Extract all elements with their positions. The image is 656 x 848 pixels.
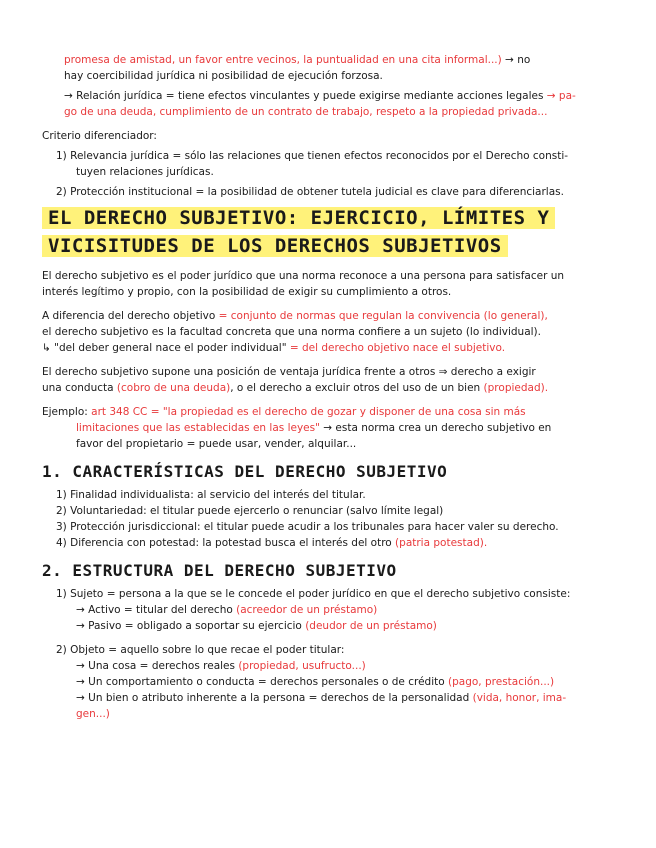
object-personal-example: (vida, honor, ima- [469, 692, 567, 704]
example-line-1 [42, 404, 616, 420]
intro-p3-l1: El derecho subjetivo supone una posición de ventaja jurídica frente a otros ⇒ derecho a exigir [42, 366, 536, 378]
intro-p3-l2 [42, 380, 616, 396]
object-conduct [42, 674, 616, 690]
example-article-cont: limitaciones que las establecidas en las leyes" [76, 422, 320, 434]
top-line-2: hay coercibilidad jurídica ni posibilidad de ejecución forzosa. [64, 70, 383, 82]
example-line-3: favor del propietario = puede usar, vender, alquilar... [76, 438, 357, 450]
intro-p2-red: = conjunto de normas que regulan la convivencia (lo general), [215, 310, 548, 322]
section-2-title: 2. ESTRUCTURA DEL DERECHO SUBJETIVO [42, 561, 397, 580]
object-personal [42, 690, 616, 706]
intro-p2-l1 [42, 308, 616, 324]
p3-text-b: , o el derecho a excluir otros del uso de un bien [230, 382, 481, 394]
subject-active [42, 602, 616, 618]
quote-text: ↳ "del deber general nace el poder individual" [42, 342, 287, 354]
intro-p2-l3 [42, 340, 616, 356]
example-consequence: → esta norma crea un derecho subjetivo en [319, 422, 552, 434]
structure-subject: 1) Sujeto = persona a la que se le concede el poder jurídico en que el derecho subjetivo consiste: [56, 588, 571, 600]
object-conduct-text: → Un comportamiento o conducta = derechos personales o de crédito [76, 676, 445, 688]
relation-example-start: → pa- [543, 90, 576, 102]
characteristic-4-text: 4) Diferencia con potestad: la potestad busca el interés del otro [56, 537, 392, 549]
characteristic-4-example: (patria potestad). [391, 537, 488, 549]
object-conduct-example: (pago, prestación...) [444, 676, 555, 688]
characteristic-2: 2) Voluntariedad: el titular puede ejercerlo o renunciar (salvo límite legal) [56, 505, 444, 517]
criterio-title: Criterio diferenciador: [42, 130, 157, 142]
arrow-text: → no [501, 54, 531, 66]
subject-active-example: (acreedor de un préstamo) [232, 604, 378, 616]
object-personal-cont: gen...) [76, 708, 110, 720]
relation-line-1 [42, 88, 616, 104]
characteristic-1: 1) Finalidad individualista: al servicio del interés del titular. [56, 489, 366, 501]
criterio-item-1: 1) Relevancia jurídica = sólo las relaciones que tienen efectos reconocidos por el Derecho consti- [56, 150, 569, 162]
subject-passive-text: → Pasivo = obligado a soportar su ejercicio [76, 620, 302, 632]
example-article: art 348 CC = "la propiedad es el derecho de gozar y disponer de una cosa sin más [87, 406, 526, 418]
example-line-2 [42, 420, 616, 436]
p3-example-1: (cobro de una deuda) [113, 382, 231, 394]
relation-line-2: go de una deuda, cumplimiento de un contrato de trabajo, respeto a la propiedad privada... [64, 106, 548, 118]
object-thing-text: → Una cosa = derechos reales [76, 660, 235, 672]
p3-text-a: una conducta [42, 382, 114, 394]
quote-explanation: = del derecho objetivo nace el subjetivo. [286, 342, 506, 354]
p3-example-2: (propiedad). [480, 382, 549, 394]
intro-p1-l2: interés legítimo y propio, con la posibilidad de exigir su cumplimiento a otros. [42, 286, 452, 298]
object-personal-text: → Un bien o atributo inherente a la persona = derechos de la personalidad [76, 692, 470, 704]
structure-object: 2) Objeto = aquello sobre lo que recae el poder titular: [56, 644, 345, 656]
characteristic-4 [42, 535, 616, 551]
subject-passive-example: (deudor de un préstamo) [301, 620, 437, 632]
object-thing [42, 658, 616, 674]
example-label: Ejemplo: [42, 406, 88, 418]
top-line-1 [42, 52, 616, 68]
object-thing-example: (propiedad, usufructo...) [234, 660, 366, 672]
subject-active-text: → Activo = titular del derecho [76, 604, 233, 616]
criterio-item-2: 2) Protección institucional = la posibilidad de obtener tutela judicial es clave para diferenciarlas. [56, 186, 564, 198]
characteristic-3: 3) Protección jurisdiccional: el titular puede acudir a los tribunales para hacer valer su derecho. [56, 521, 559, 533]
relation-definition: → Relación jurídica = tiene efectos vinculantes y puede exigirse mediante acciones legales [64, 90, 544, 102]
subject-passive [42, 618, 616, 634]
intro-p2-l2: el derecho subjetivo es la facultad concreta que una norma confiere a un sujeto (lo individual). [42, 326, 541, 338]
intro-p1-l1: El derecho subjetivo es el poder jurídico que una norma reconoce a una persona para satisfacer un [42, 270, 565, 282]
intro-p2-start: A diferencia del derecho objetivo [42, 310, 216, 322]
main-heading-block [42, 204, 602, 260]
example-text: promesa de amistad, un favor entre vecinos, la puntualidad en una cita informal...) [64, 54, 502, 66]
main-heading: EL DERECHO SUBJETIVO: EJERCICIO, LÍMITES Y VICISITUDES DE LOS DERECHOS SUBJETIVOS [42, 207, 555, 257]
criterio-item-1-cont: tuyen relaciones jurídicas. [76, 166, 214, 178]
section-1-title: 1. CARACTERÍSTICAS DEL DERECHO SUBJETIVO [42, 462, 448, 481]
